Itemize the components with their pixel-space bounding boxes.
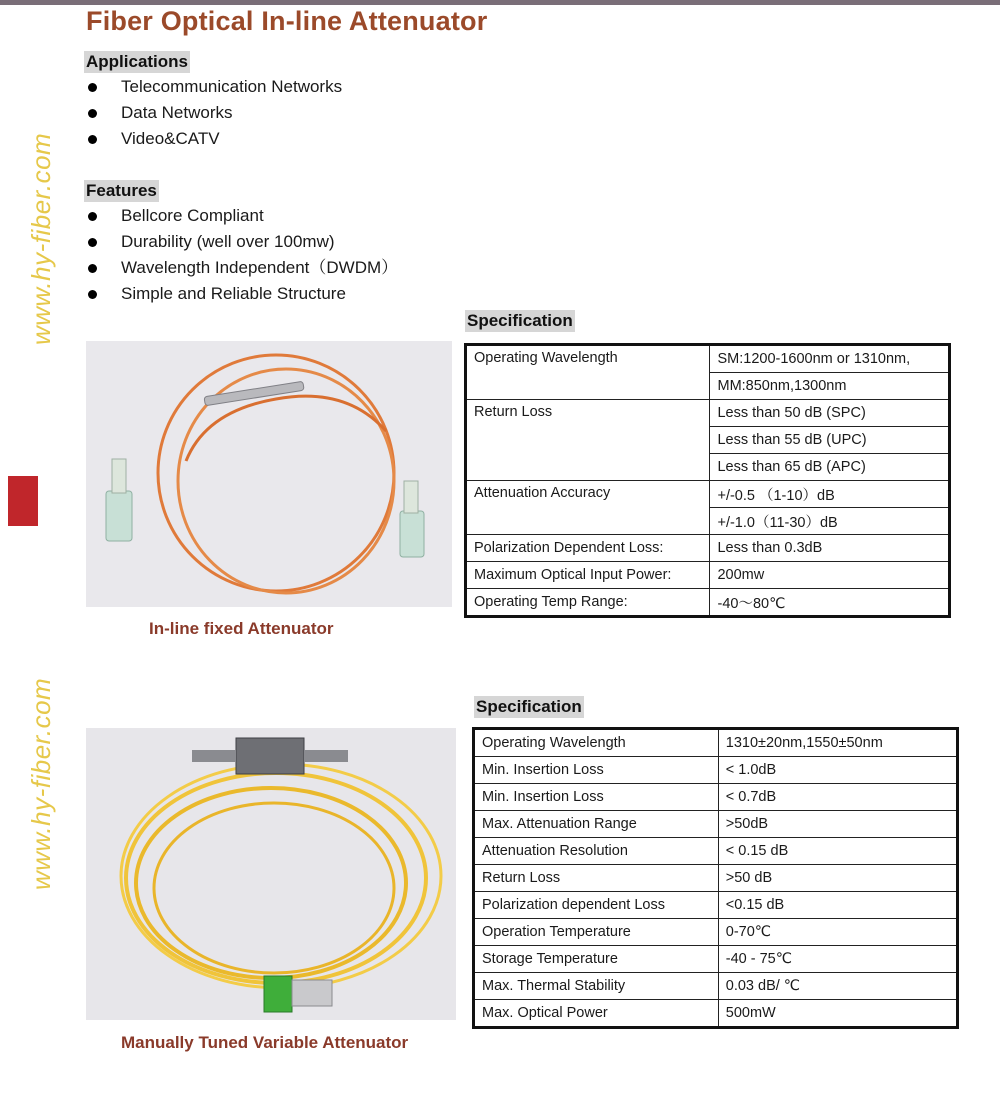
spec-value: 200mw [710, 562, 950, 589]
spec-param: Min. Insertion Loss [474, 784, 719, 811]
fixed-attenuator-caption: In-line fixed Attenuator [149, 619, 334, 638]
spec-param: Operation Temperature [474, 919, 719, 946]
bullet-icon [88, 83, 97, 92]
spec-param: Operating Wavelength [474, 729, 719, 757]
table-row [466, 400, 950, 427]
spec-value: Less than 65 dB (APC) [710, 454, 950, 481]
table-row [474, 757, 958, 784]
spec-value: < 1.0dB [718, 757, 957, 784]
spec-param: Min. Insertion Loss [474, 757, 719, 784]
spec-value: 0-70℃ [718, 919, 957, 946]
list-item: Bellcore Compliant [86, 203, 398, 229]
applications-list [86, 74, 342, 152]
spec-value: MM:850nm,1300nm [710, 373, 950, 400]
spec-value: 0.03 dB/ ℃ [718, 973, 957, 1000]
table-row [466, 562, 950, 589]
spec-value: 500mW [718, 1000, 957, 1028]
spec-value: +/-1.0（11-30）dB [710, 508, 950, 535]
list-item: Data Networks [86, 100, 342, 126]
spec-value: >50 dB [718, 865, 957, 892]
list-item: Video&CATV [86, 126, 342, 152]
spec-value: -40～80℃ [710, 589, 950, 617]
table-row [474, 838, 958, 865]
spec-param: Return Loss [474, 865, 719, 892]
applications-heading: Applications [86, 52, 189, 71]
table-row [466, 535, 950, 562]
spec-value: SM:1200-1600nm or 1310nm, [710, 345, 950, 373]
spec-value: <0.15 dB [718, 892, 957, 919]
spec-param: Operating Wavelength [466, 345, 710, 400]
table-row [474, 784, 958, 811]
spec-value: 1310±20nm,1550±50nm [718, 729, 957, 757]
bullet-icon [88, 290, 97, 299]
table-row [474, 811, 958, 838]
fixed-attenuator-illustration [86, 341, 452, 607]
bullet-icon [88, 109, 97, 118]
bullet-icon [88, 238, 97, 247]
spec-value: < 0.15 dB [718, 838, 957, 865]
watermark-text: www.hy-fiber.com [26, 132, 56, 345]
table-row [474, 1000, 958, 1028]
spec-param: Polarization Dependent Loss: [466, 535, 710, 562]
spec-table-fixed [464, 343, 951, 618]
list-item: Simple and Reliable Structure [86, 281, 398, 307]
spec-param: Attenuation Resolution [474, 838, 719, 865]
list-item: Durability (well over 100mw) [86, 229, 398, 255]
table-row [474, 729, 958, 757]
spec-param: Operating Temp Range: [466, 589, 710, 617]
spec-value: >50dB [718, 811, 957, 838]
spec-param: Max. Thermal Stability [474, 973, 719, 1000]
bullet-icon [88, 135, 97, 144]
table-row [474, 892, 958, 919]
spec-value: +/-0.5 （1-10）dB [710, 481, 950, 508]
variable-attenuator-caption: Manually Tuned Variable Attenuator [121, 1033, 409, 1052]
spec-value: Less than 55 dB (UPC) [710, 427, 950, 454]
top-divider [0, 0, 1000, 5]
table-row [474, 946, 958, 973]
table-row [474, 865, 958, 892]
spec-param: Maximum Optical Input Power: [466, 562, 710, 589]
variable-attenuator-illustration [86, 728, 456, 1020]
list-item: Telecommunication Networks [86, 74, 342, 100]
features-list [86, 203, 398, 307]
bullet-icon [88, 264, 97, 273]
spec-value: Less than 0.3dB [710, 535, 950, 562]
spec-value: -40 - 75℃ [718, 946, 957, 973]
accent-block [8, 476, 38, 526]
table-row [474, 919, 958, 946]
spec-param: Max. Optical Power [474, 1000, 719, 1028]
table-row [466, 589, 950, 617]
spec-value: Less than 50 dB (SPC) [710, 400, 950, 427]
spec-param: Attenuation Accuracy [466, 481, 710, 535]
spec-heading-2: Specification [476, 697, 582, 716]
bullet-icon [88, 212, 97, 221]
page-title: Fiber Optical In-line Attenuator [86, 6, 488, 36]
spec-param: Return Loss [466, 400, 710, 481]
spec-heading-1: Specification [467, 311, 573, 330]
features-heading: Features [86, 181, 157, 200]
list-item: Wavelength Independent（DWDM） [86, 255, 398, 281]
fixed-attenuator-photo [86, 341, 452, 607]
table-row [466, 481, 950, 508]
spec-value: < 0.7dB [718, 784, 957, 811]
spec-param: Max. Attenuation Range [474, 811, 719, 838]
watermark-text: www.hy-fiber.com [26, 677, 56, 890]
spec-param: Polarization dependent Loss [474, 892, 719, 919]
table-row [466, 345, 950, 373]
variable-attenuator-photo [86, 728, 456, 1020]
spec-table-variable [472, 727, 959, 1029]
spec-param: Storage Temperature [474, 946, 719, 973]
table-row [474, 973, 958, 1000]
